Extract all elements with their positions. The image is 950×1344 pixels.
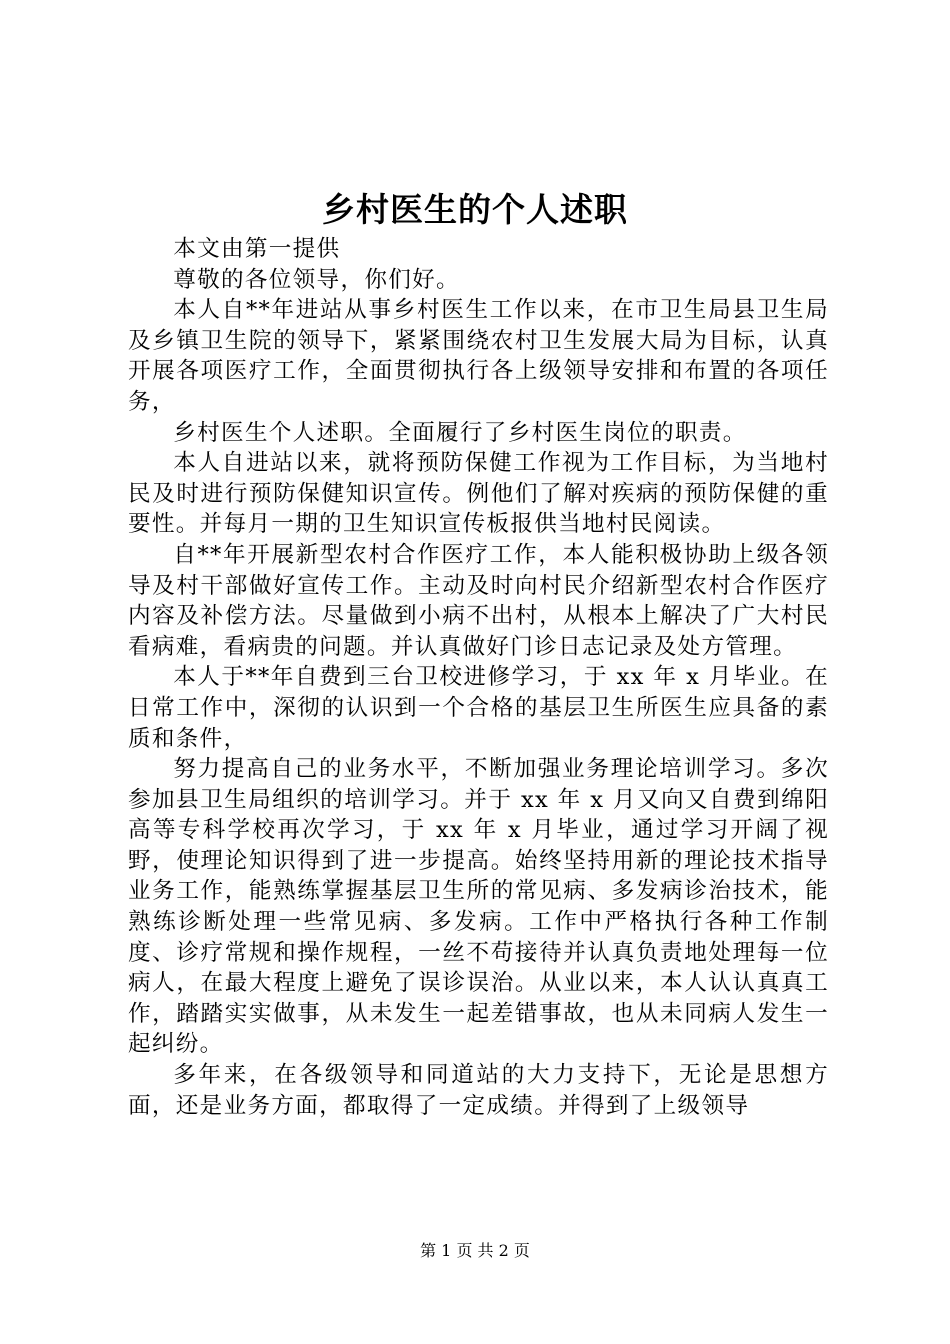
- document-body: [128, 234, 829, 1121]
- document-title: 乡村医生的个人述职: [322, 190, 628, 229]
- paragraph-duties: 乡村医生个人述职。全面履行了乡村医生岗位的职责。: [173, 419, 747, 446]
- paragraph-prevention: 本人自进站以来，就将预防保健工作视为工作目标，为当地村民及时进行预防保健知识宣传。例他们了解对疾病的预防保健的重要性。并每月一期的卫生知识宣传板报供当地村民阅读。: [128, 450, 829, 538]
- paragraph-greeting: 尊敬的各位领导，你们好。: [173, 266, 460, 293]
- page-number-footer: 第 1 页 共 2 页: [420, 1241, 530, 1260]
- paragraph-training: 本人于**年自费到三台卫校进修学习，于 xx 年 x 月毕业。在日常工作中，深彻的认识到一个合格的基层卫生所医生应具备的素质和条件，: [128, 664, 829, 752]
- paragraph-cooperative-medical: 自**年开展新型农村合作医疗工作，本人能积极协助上级各领导及村干部做好宣传工作。主动及时向村民介绍新型农村合作医疗内容及补偿方法。尽量做到小病不出村，从根本上解决了广大村民看病难，看病贵的问题。并认真做好门诊日志记录及处方管理。: [128, 541, 829, 660]
- paragraph-improvement: 努力提高自己的业务水平，不断加强业务理论培训学习。多次参加县卫生局组织的培训学习。并于 xx 年 x 月又向又自费到绵阳高等专科学校再次学习，于 xx 年 x 月毕业，通过学习开阔了视野，使理论知识得到了进一步提高。始终坚持用新的理论技术指导业务工作，能熟练掌握基层卫生所的常见病、多发病诊治技术，能熟练诊断处理一些常见病、多发病。工作中严格执行各种工作制度、诊疗常规和操作规程，一丝不苟接待并认真负责地处理每一位病人，在最大程度上避免了误诊误治。从业以来，本人认认真真工作，踏踏实实做事，从未发生一起差错事故，也从未同病人发生一起纠纷。: [128, 756, 829, 1058]
- paragraph-intro: 本人自**年进站从事乡村医生工作以来，在市卫生局县卫生局及乡镇卫生院的领导下，紧紧围绕农村卫生发展大局为目标，认真开展各项医疗工作，全面贯彻执行各上级领导安排和布置的各项任务，: [128, 297, 829, 415]
- paragraph-achievements: 多年来，在各级领导和同道站的大力支持下，无论是思想方面，还是业务方面，都取得了一定成绩。并得到了上级领导: [128, 1062, 829, 1119]
- paragraph-source-note: 本文由第一提供: [173, 236, 341, 262]
